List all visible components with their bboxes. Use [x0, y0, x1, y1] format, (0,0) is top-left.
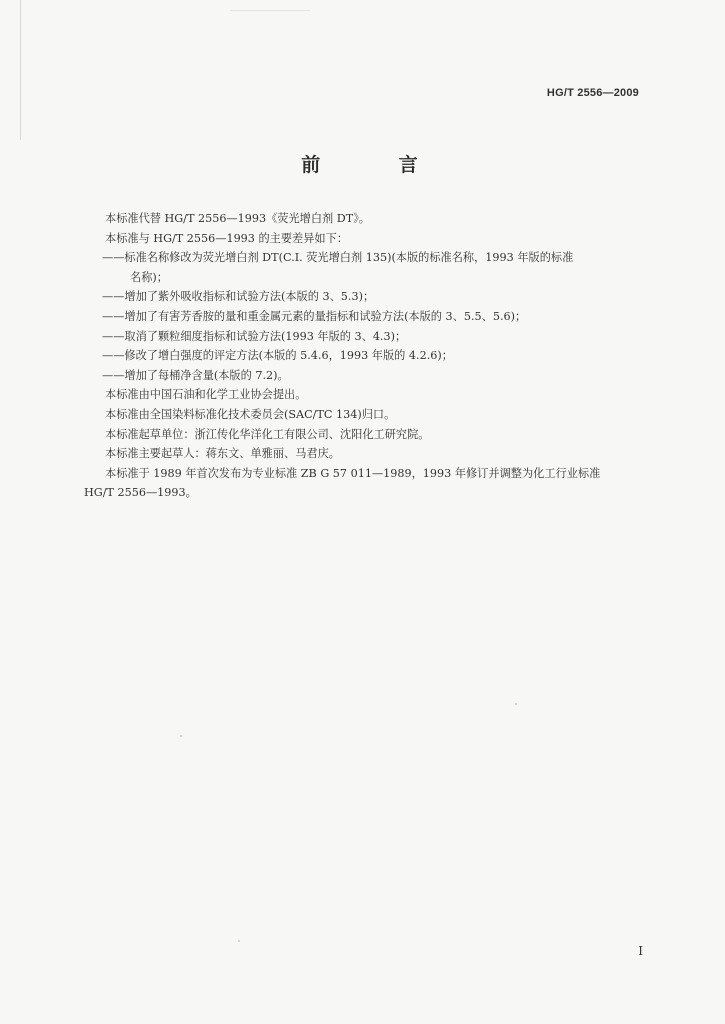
- list-item-name-change-continued: 名称)；: [130, 270, 168, 284]
- list-item-particle-fineness: ——取消了颗粒细度指标和试验方法(1993 年版的 3、4.3)；: [102, 329, 407, 343]
- preface-body: [84, 209, 644, 503]
- page-title: 前 言: [301, 154, 454, 176]
- list-item-aromatic-amines: ——增加了有害芳香胺的量和重金属元素的量指标和试验方法(本版的 3、5.5、5.6)；: [102, 309, 527, 323]
- scan-speck: [515, 703, 517, 705]
- list-item-uv-absorption: ——增加了紫外吸收指标和试验方法(本版的 3、5.3)；: [102, 290, 375, 304]
- paragraph-drafting-units: 本标准起草单位：浙江传化华洋化工有限公司、沈阳化工研究院。: [105, 427, 430, 441]
- paragraph-administered-by: 本标准由全国染料标准化技术委员会(SAC/TC 134)归口。: [105, 407, 396, 421]
- paragraph-history-continued: HG/T 2556—1993。: [84, 486, 197, 500]
- scan-edge-line-top: [230, 10, 310, 11]
- list-item-whitening-strength: ——修改了增白强度的评定方法(本版的 5.4.6，1993 年版的 4.2.6)；: [102, 349, 453, 363]
- paragraph-replaces: 本标准代替 HG/T 2556—1993《荧光增白剂 DT》。: [105, 212, 370, 225]
- scan-edge-line: [20, 0, 21, 140]
- paragraph-differences-intro: 本标准与 HG/T 2556—1993 的主要差异如下：: [105, 231, 348, 245]
- document-code: HG/T 2556—2009: [546, 87, 639, 99]
- paragraph-history: 本标准于 1989 年首次发布为专业标准 ZB G 57 011—1989，1993 年修订并调整为化工行业标准: [105, 466, 601, 480]
- page-number: I: [638, 944, 643, 958]
- paragraph-drafters: 本标准主要起草人：蒋东文、单雅丽、马君庆。: [105, 447, 340, 461]
- list-item-name-change: ——标准名称修改为荧光增白剂 DT(C.I. 荧光增白剂 135)(本版的标准名称，1993 年版的标准: [102, 251, 574, 265]
- paragraph-proposed-by: 本标准由中国石油和化学工业协会提出。: [105, 388, 307, 402]
- scan-speck: [238, 940, 240, 942]
- list-item-net-content: ——增加了每桶净含量(本版的 7.2)。: [102, 368, 289, 382]
- scan-speck: [180, 735, 182, 737]
